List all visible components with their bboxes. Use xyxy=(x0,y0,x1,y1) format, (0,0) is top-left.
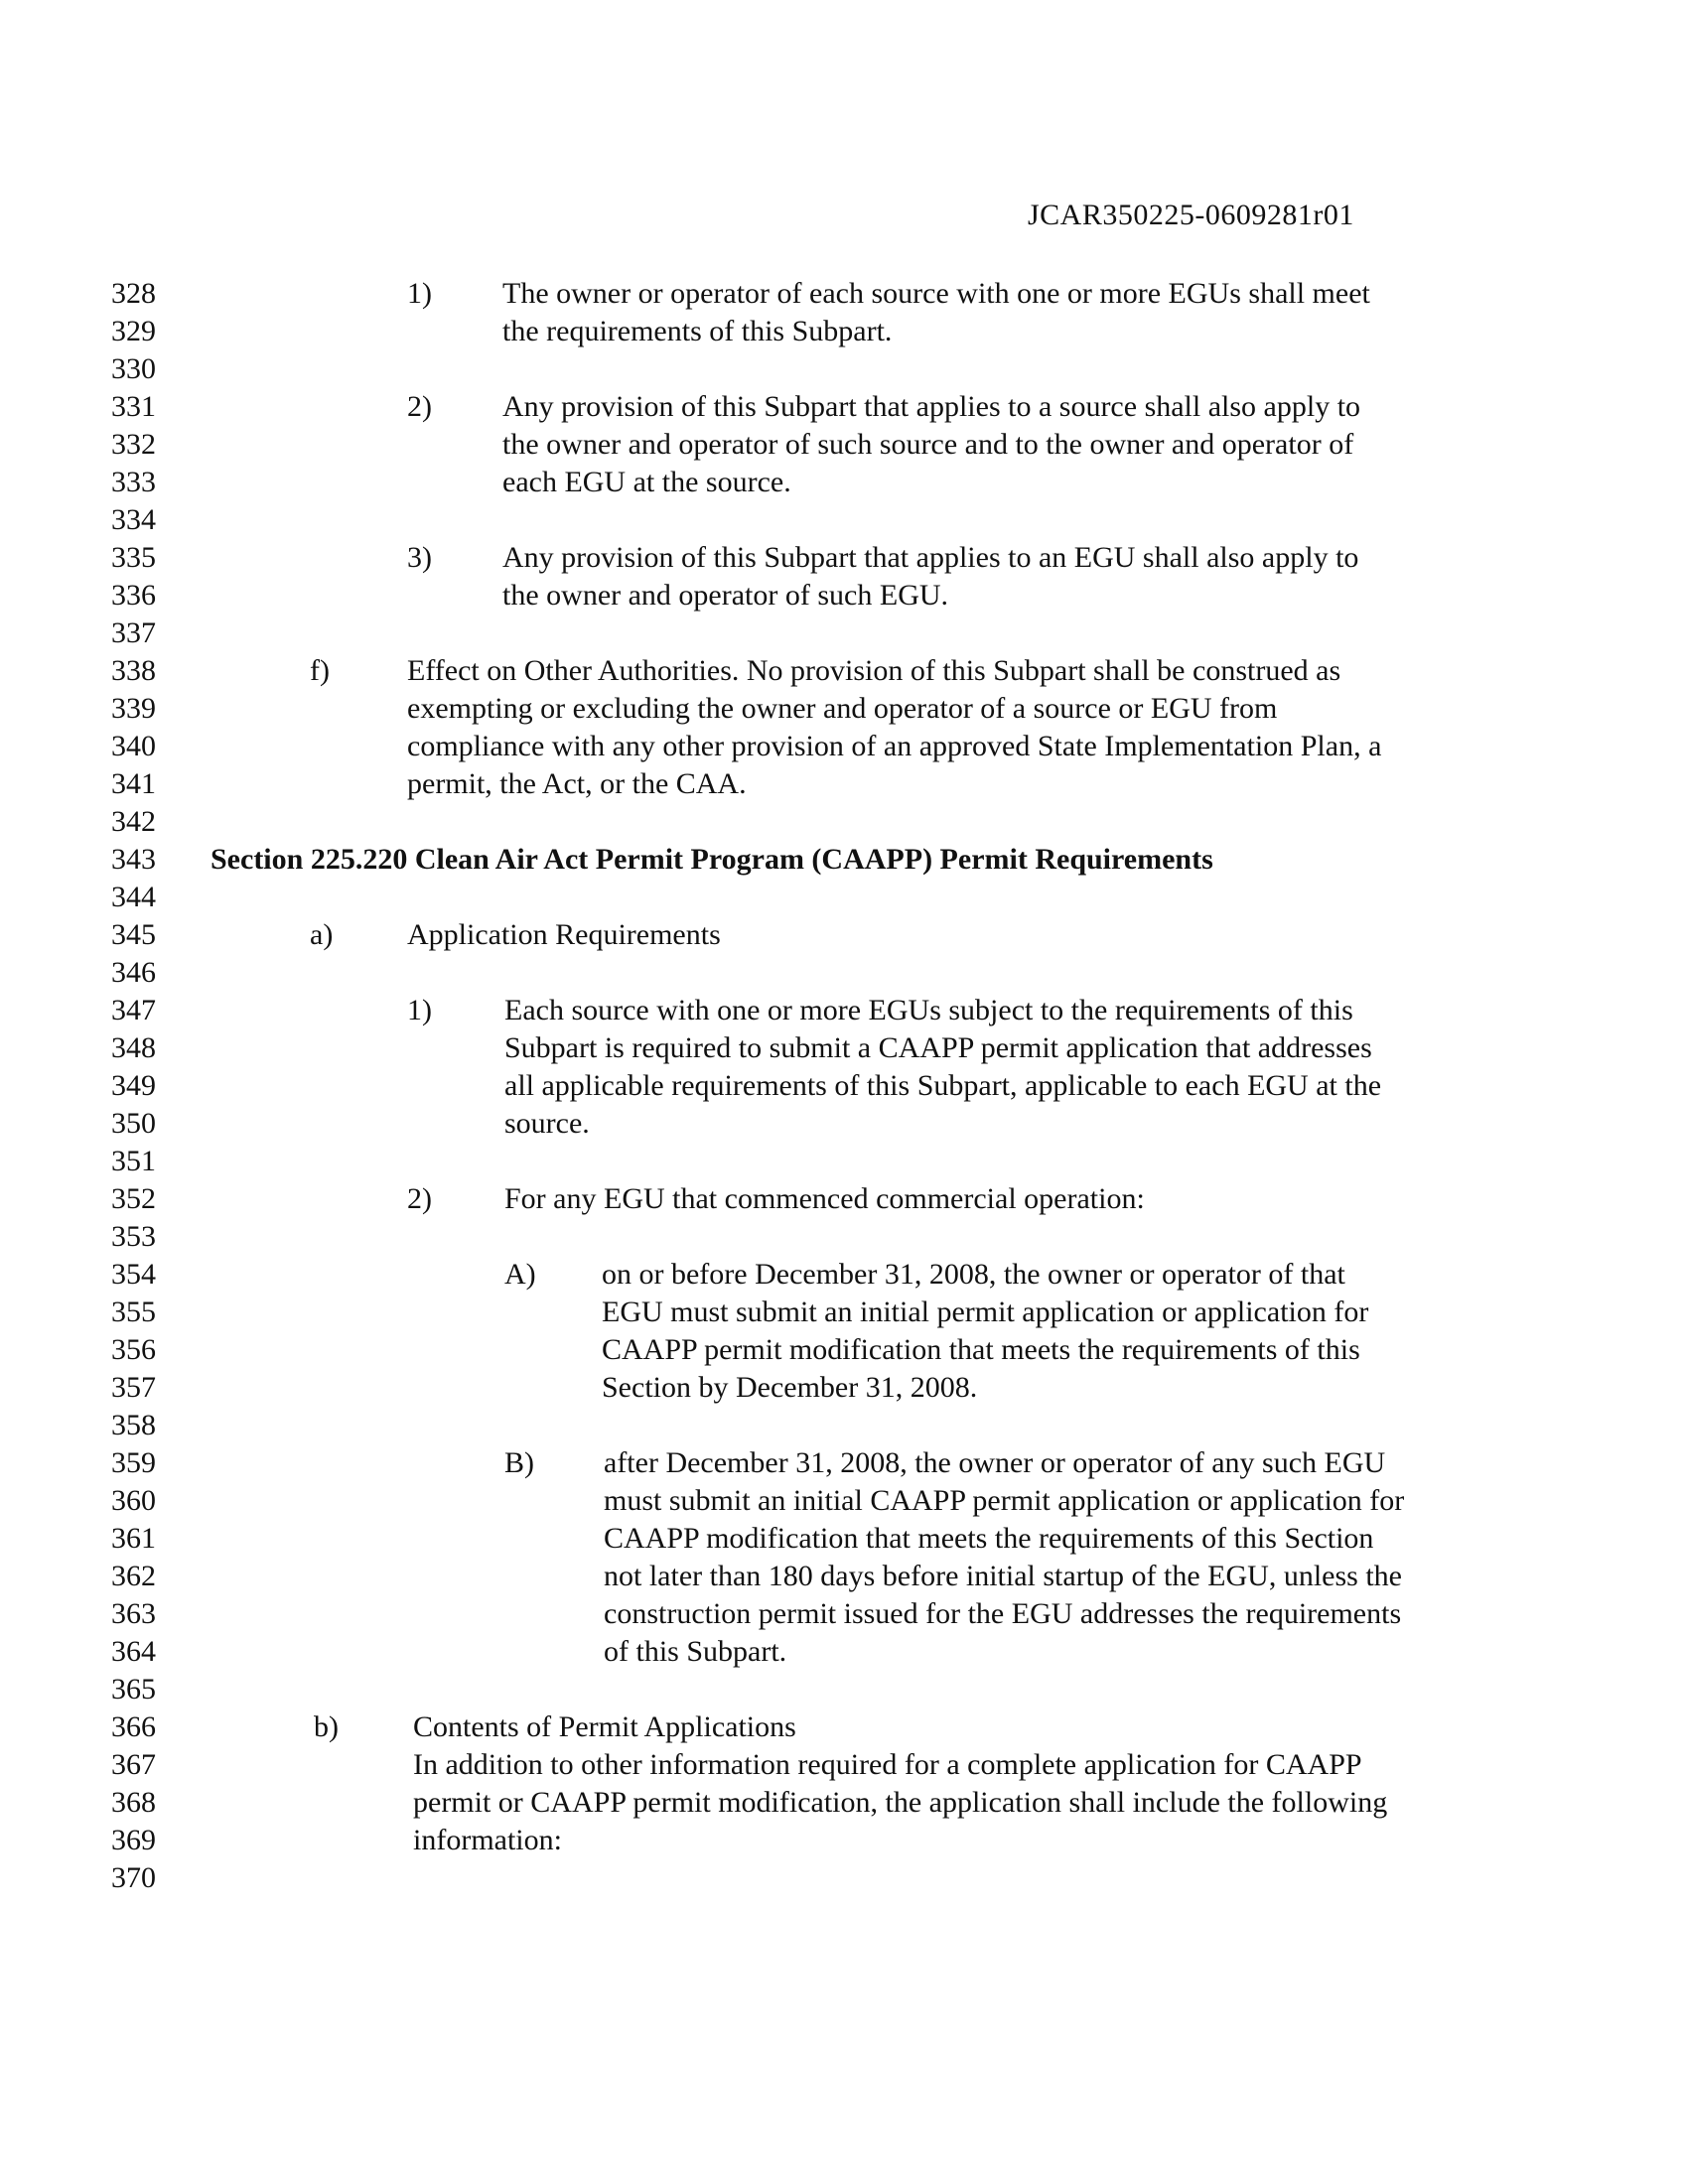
list-marker: f) xyxy=(310,654,330,687)
line-text: permit or CAAPP permit modification, the application shall include the following xyxy=(413,1786,1388,1819)
line-text: CAAPP permit modification that meets the requirements of this xyxy=(602,1333,1360,1366)
document-line xyxy=(0,388,1684,426)
line-number: 346 xyxy=(111,956,156,989)
line-number: 347 xyxy=(111,994,156,1026)
line-number: 362 xyxy=(111,1560,156,1592)
line-number: 354 xyxy=(111,1258,156,1291)
list-marker: 1) xyxy=(407,994,432,1026)
document-line xyxy=(0,1143,1684,1180)
line-number: 342 xyxy=(111,805,156,838)
document-line xyxy=(0,1671,1684,1708)
line-text: Section by December 31, 2008. xyxy=(602,1371,978,1404)
line-number: 343 xyxy=(111,843,156,876)
document-line xyxy=(0,1407,1684,1444)
section-heading: Section 225.220 Clean Air Act Permit Program (CAAPP) Permit Requirements xyxy=(210,843,1213,876)
line-text: construction permit issued for the EGU addresses the requirements xyxy=(604,1597,1402,1630)
line-text: Each source with one or more EGUs subject to the requirements of this xyxy=(504,994,1353,1026)
line-text: after December 31, 2008, the owner or operator of any such EGU xyxy=(604,1446,1386,1479)
document-line xyxy=(0,1482,1684,1520)
line-number: 338 xyxy=(111,654,156,687)
document-line xyxy=(0,1067,1684,1105)
document-line xyxy=(0,803,1684,841)
list-marker: 2) xyxy=(407,390,432,423)
document-id: JCAR350225-0609281r01 xyxy=(1028,199,1354,231)
line-number: 331 xyxy=(111,390,156,423)
line-number: 363 xyxy=(111,1597,156,1630)
line-text: Application Requirements xyxy=(407,918,721,951)
document-line xyxy=(0,577,1684,614)
list-marker: b) xyxy=(314,1710,339,1743)
line-text: permit, the Act, or the CAA. xyxy=(407,767,747,800)
document-line xyxy=(0,1105,1684,1143)
line-number: 339 xyxy=(111,692,156,725)
list-marker: a) xyxy=(310,918,334,951)
line-number: 367 xyxy=(111,1748,156,1781)
line-number: 333 xyxy=(111,466,156,498)
line-number: 361 xyxy=(111,1522,156,1555)
line-text: Any provision of this Subpart that applies to an EGU shall also apply to xyxy=(502,541,1359,574)
line-text: EGU must submit an initial permit application or application for xyxy=(602,1296,1369,1328)
line-number: 353 xyxy=(111,1220,156,1253)
document-line xyxy=(0,916,1684,954)
line-text: on or before December 31, 2008, the owner or operator of that xyxy=(602,1258,1345,1291)
line-number: 355 xyxy=(111,1296,156,1328)
line-text: the requirements of this Subpart. xyxy=(502,315,893,347)
document-line xyxy=(0,426,1684,464)
line-number: 351 xyxy=(111,1145,156,1177)
document-line xyxy=(0,1708,1684,1746)
line-number: 369 xyxy=(111,1824,156,1856)
line-text: must submit an initial CAAPP permit application or application for xyxy=(604,1484,1405,1517)
document-line xyxy=(0,1294,1684,1331)
list-marker: B) xyxy=(504,1446,534,1479)
list-marker: A) xyxy=(504,1258,536,1291)
document-line xyxy=(0,614,1684,652)
document-line xyxy=(0,1595,1684,1633)
line-text: Effect on Other Authorities. No provision of this Subpart shall be construed as xyxy=(407,654,1341,687)
document-line xyxy=(0,879,1684,916)
document-line xyxy=(0,728,1684,765)
line-text: source. xyxy=(504,1107,590,1140)
document-line xyxy=(0,841,1684,879)
line-number: 359 xyxy=(111,1446,156,1479)
document-line xyxy=(0,313,1684,350)
line-text: Subpart is required to submit a CAAPP permit application that addresses xyxy=(504,1031,1372,1064)
document-line xyxy=(0,1331,1684,1369)
document-line xyxy=(0,1256,1684,1294)
document-line xyxy=(0,501,1684,539)
line-text: information: xyxy=(413,1824,562,1856)
line-number: 349 xyxy=(111,1069,156,1102)
line-number: 356 xyxy=(111,1333,156,1366)
document-line xyxy=(0,992,1684,1029)
line-number: 358 xyxy=(111,1409,156,1441)
document-line xyxy=(0,1444,1684,1482)
line-text: all applicable requirements of this Subpart, applicable to each EGU at the xyxy=(504,1069,1382,1102)
line-text: compliance with any other provision of an approved State Implementation Plan, a xyxy=(407,730,1382,762)
line-text: The owner or operator of each source with one or more EGUs shall meet xyxy=(502,277,1370,310)
line-text: the owner and operator of such EGU. xyxy=(502,579,949,612)
line-number: 366 xyxy=(111,1710,156,1743)
document-line xyxy=(0,1746,1684,1784)
document-line xyxy=(0,275,1684,313)
line-number: 370 xyxy=(111,1861,156,1894)
line-number: 345 xyxy=(111,918,156,951)
line-text: not later than 180 days before initial startup of the EGU, unless the xyxy=(604,1560,1402,1592)
line-text: In addition to other information required for a complete application for CAAPP xyxy=(413,1748,1362,1781)
line-number: 360 xyxy=(111,1484,156,1517)
list-marker: 1) xyxy=(407,277,432,310)
document-line xyxy=(0,1859,1684,1897)
line-number: 335 xyxy=(111,541,156,574)
list-marker: 2) xyxy=(407,1182,432,1215)
document-line xyxy=(0,1558,1684,1595)
document-line xyxy=(0,464,1684,501)
line-number: 350 xyxy=(111,1107,156,1140)
document-line xyxy=(0,954,1684,992)
line-text: each EGU at the source. xyxy=(502,466,791,498)
document-line xyxy=(0,1822,1684,1859)
document-line xyxy=(0,350,1684,388)
line-number: 334 xyxy=(111,503,156,536)
document-line xyxy=(0,765,1684,803)
line-number: 368 xyxy=(111,1786,156,1819)
line-number: 328 xyxy=(111,277,156,310)
document-line xyxy=(0,1218,1684,1256)
document-line xyxy=(0,652,1684,690)
document-line xyxy=(0,690,1684,728)
line-text: Any provision of this Subpart that applies to a source shall also apply to xyxy=(502,390,1361,423)
line-number: 364 xyxy=(111,1635,156,1668)
document-line xyxy=(0,1029,1684,1067)
line-text: of this Subpart. xyxy=(604,1635,787,1668)
document-line xyxy=(0,1520,1684,1558)
line-number: 329 xyxy=(111,315,156,347)
list-marker: 3) xyxy=(407,541,432,574)
line-number: 337 xyxy=(111,616,156,649)
line-number: 352 xyxy=(111,1182,156,1215)
line-text: Contents of Permit Applications xyxy=(413,1710,796,1743)
line-number: 340 xyxy=(111,730,156,762)
line-number: 365 xyxy=(111,1673,156,1706)
line-text: CAAPP modification that meets the requirements of this Section xyxy=(604,1522,1374,1555)
document-line xyxy=(0,1369,1684,1407)
document-line xyxy=(0,1633,1684,1671)
document-line xyxy=(0,539,1684,577)
line-number: 336 xyxy=(111,579,156,612)
line-number: 344 xyxy=(111,881,156,913)
line-text: For any EGU that commenced commercial operation: xyxy=(504,1182,1145,1215)
line-number: 357 xyxy=(111,1371,156,1404)
line-text: the owner and operator of such source and to the owner and operator of xyxy=(502,428,1354,461)
line-number: 332 xyxy=(111,428,156,461)
document-line xyxy=(0,1784,1684,1822)
line-text: exempting or excluding the owner and operator of a source or EGU from xyxy=(407,692,1278,725)
line-number: 341 xyxy=(111,767,156,800)
line-number: 330 xyxy=(111,352,156,385)
line-number: 348 xyxy=(111,1031,156,1064)
document-line xyxy=(0,1180,1684,1218)
